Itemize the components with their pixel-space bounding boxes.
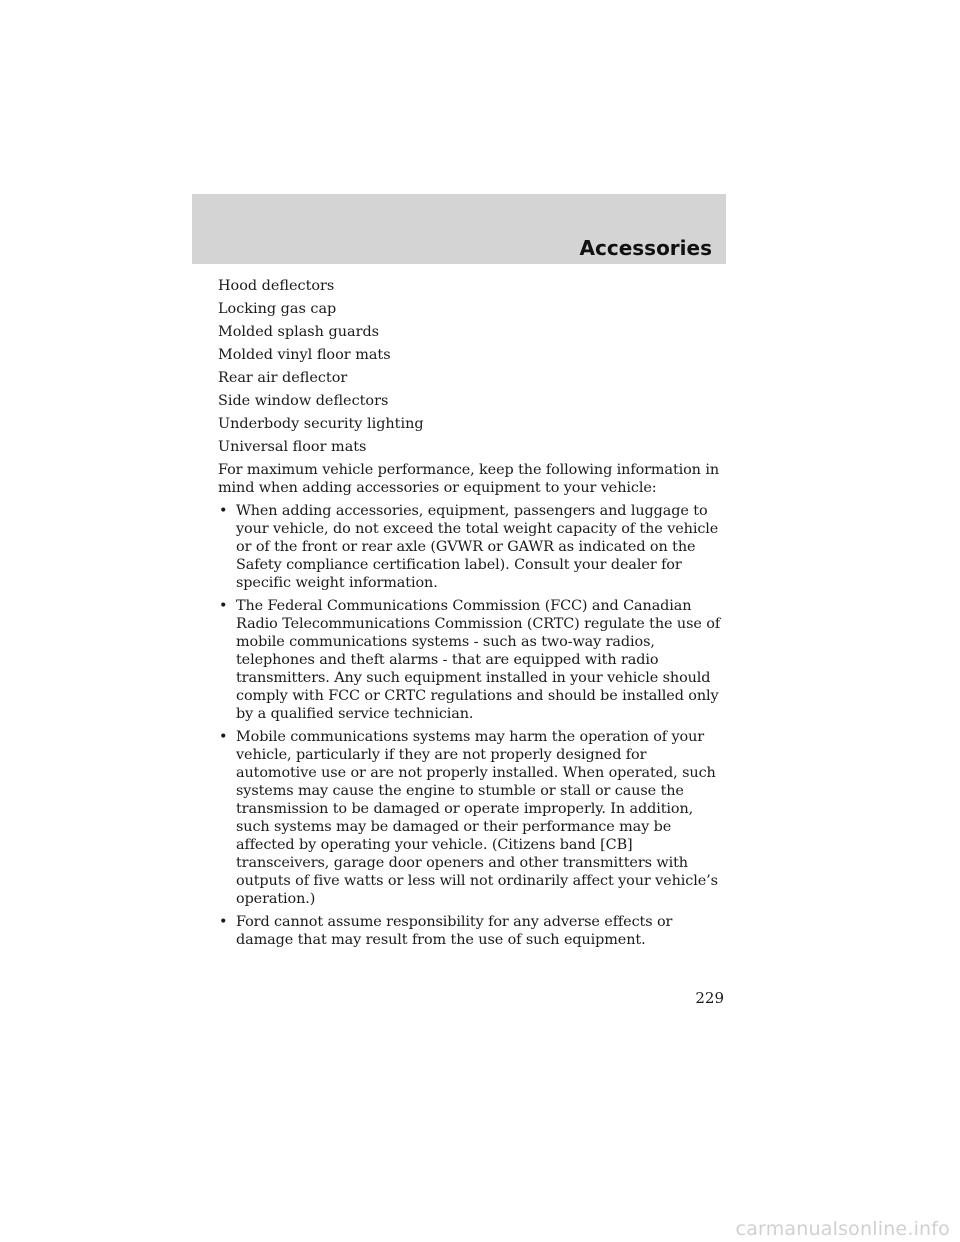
bullet-item-mobile-systems [218, 728, 724, 908]
page-number: 229 [695, 989, 724, 1007]
bullet-icon: • [219, 914, 228, 930]
page-content [218, 277, 724, 954]
accessory-item: Molded vinyl floor mats [218, 347, 391, 363]
watermark: carmanualsonline.info [735, 1218, 950, 1240]
bullet-text: The Federal Communications Commission (FCC) and Canadian Radio Telecommunications Commission (CRTC) regulate the use of mobile communications systems - such as two-way radios, telephones and theft alarms - that are equipped with radio transmitters. Any such equipment installed in your vehicle should comply with FCC or CRTC regulations and should be installed only by a qualified service technician. [236, 598, 721, 722]
bullet-icon: • [219, 503, 228, 519]
bullet-item-fcc [218, 597, 724, 723]
bullet-text: Mobile communications systems may harm the operation of your vehicle, particularly if they are not properly designed for automotive use or are not properly installed. When operated, such systems may cause the engine to stumble or stall or cause the transmission to be damaged or operate improperly. In addition, such systems may be damaged or their performance may be affected by operating your vehicle. (Citizens band [CB] transceivers, garage door openers and other transmitters with outputs of five watts or less will not ordinarily affect your vehicle’s operation.) [236, 729, 718, 907]
section-header-band [192, 194, 726, 264]
bullet-icon: • [219, 598, 228, 614]
bullet-text: When adding accessories, equipment, passengers and luggage to your vehicle, do not exceed the total weight capacity of the vehicle or of the front or rear axle (GVWR or GAWR as indicated on the Safety compliance certification label). Consult your dealer for specific weight information. [236, 503, 719, 591]
intro-paragraph: For maximum vehicle performance, keep the following information in mind when adding accessories or equipment to your vehicle: [218, 462, 720, 496]
bullet-text: Ford cannot assume responsibility for any adverse effects or damage that may result from the use of such equipment. [236, 914, 673, 948]
accessory-item: Rear air deflector [218, 370, 348, 386]
accessory-item: Locking gas cap [218, 301, 337, 317]
accessory-item: Molded splash guards [218, 324, 380, 340]
accessory-item: Universal floor mats [218, 439, 367, 455]
accessory-item: Hood deflectors [218, 278, 335, 294]
bullet-item-weight [218, 502, 724, 592]
bullet-item-responsibility [218, 913, 724, 949]
section-title: Accessories [579, 236, 712, 260]
accessory-item: Side window deflectors [218, 393, 389, 409]
bullet-icon: • [219, 729, 228, 745]
accessory-item: Underbody security lighting [218, 416, 424, 432]
